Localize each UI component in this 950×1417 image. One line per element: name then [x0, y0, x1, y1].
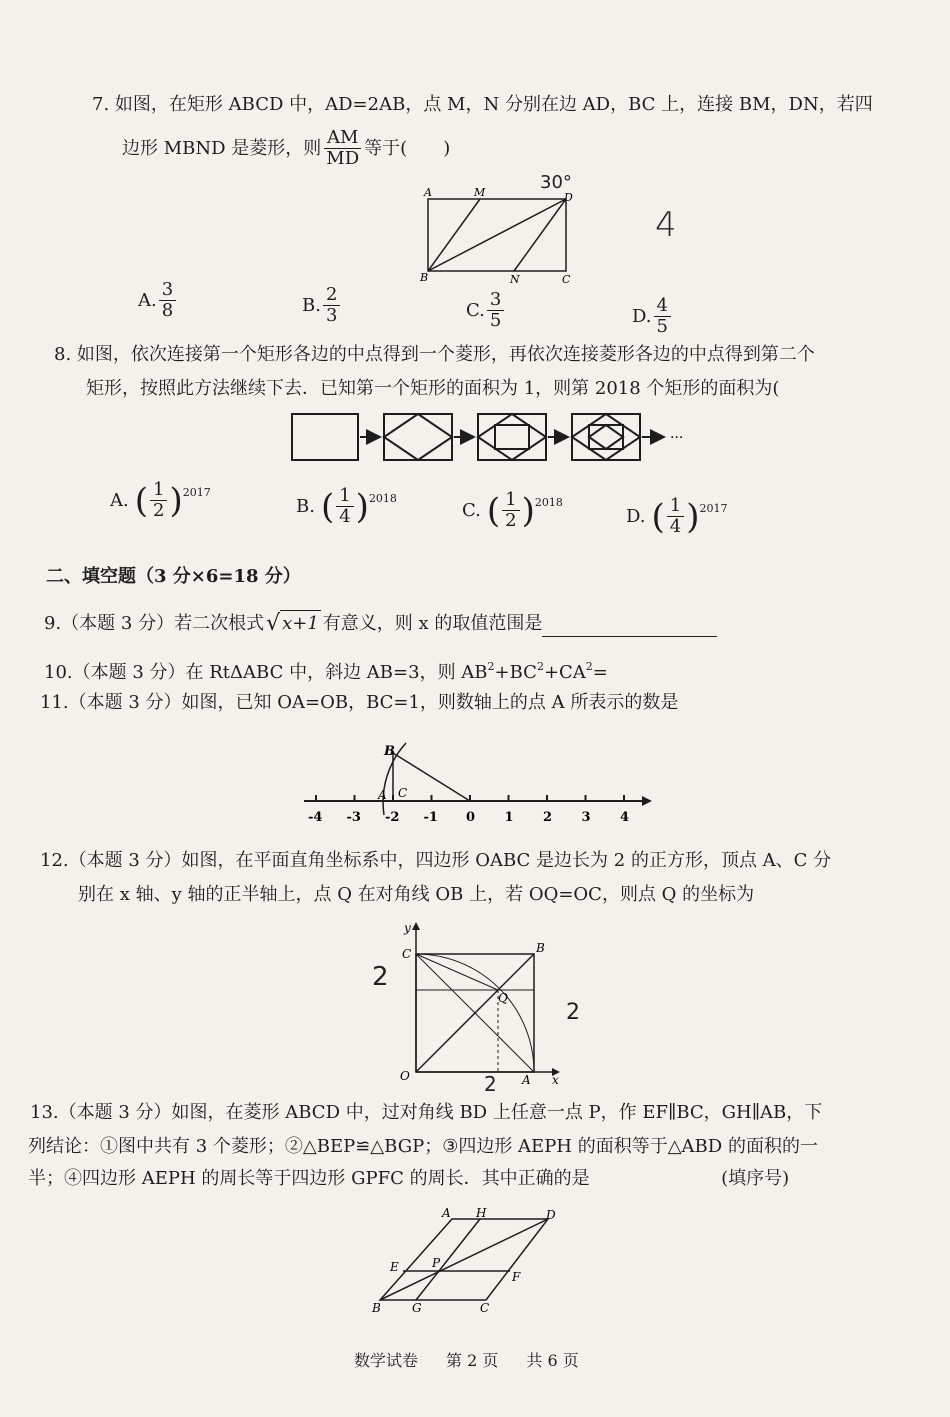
q13-line1: 13.（本题 3 分）如图，在菱形 ABCD 中，过对角线 BD 上任意一点 P，作 EF∥BC，GH∥AB，下	[30, 1102, 823, 1123]
q7-figure	[418, 185, 588, 285]
q11-tick-label: 2	[543, 810, 553, 825]
q9	[44, 610, 717, 637]
q12-label-q: Q	[498, 991, 508, 1005]
q13-label-a: A	[442, 1206, 451, 1220]
q12-label-b: B	[536, 941, 545, 955]
q13-label-b: B	[372, 1301, 381, 1315]
q11-label-c: C	[398, 786, 408, 800]
q8-line1	[54, 342, 815, 368]
q7-handwritten-angle: 30°	[540, 172, 572, 193]
q12-label-o: O	[400, 1069, 410, 1083]
q7-text-3: 等于( )	[364, 137, 451, 159]
q7-option-d: D. $\frac{4}{5}$	[632, 296, 673, 337]
q12-figure	[392, 920, 562, 1090]
q12-label-a: A	[522, 1073, 531, 1087]
q7-handwritten-answer: 4	[655, 205, 677, 245]
q9-answer-blank[interactable]	[542, 618, 717, 637]
q13-figure	[368, 1205, 568, 1320]
footer-subject: 数学试卷	[354, 1351, 419, 1370]
q13-label-d: D	[546, 1208, 556, 1222]
q13-line2: 列结论：①图中共有 3 个菱形；②△BEP≌△BGP；③四边形 AEPH 的面积等于△ABD 的面积的一	[28, 1136, 818, 1157]
q7-label-a: A	[424, 186, 432, 199]
q7-option-c: C. $\frac{3}{5}$	[466, 290, 506, 331]
q7-label-c: C	[562, 273, 571, 285]
q13-label-p: P	[432, 1256, 441, 1270]
footer-total: 共 6 页	[526, 1351, 579, 1370]
q11-tick-label: 3	[581, 810, 591, 825]
q8-line2: 矩形，按照此方法继续下去．已知第一个矩形的面积为 1，则第 2018 个矩形的面积为(	[86, 378, 780, 399]
q11-tick-label: 4	[620, 810, 630, 825]
q12-label-y: y	[404, 921, 411, 935]
q11-number-line	[296, 735, 656, 835]
q8-option-a: A. ( $\frac{1}{2}$ ) 2017	[110, 479, 211, 521]
q8-option-b: B. ( $\frac{1}{4}$ ) 2018	[296, 485, 397, 527]
q12-label-x: x	[552, 1073, 559, 1087]
q7-option-b: B. $\frac{2}{3}$	[302, 285, 342, 326]
q13-line3: 半；④四边形 AEPH 的周长等于四边形 GPFC 的周长．其中正确的是 (填序号)	[28, 1166, 789, 1192]
q7-option-a: A. $\frac{3}{8}$	[138, 280, 178, 321]
q7-label-n: N	[510, 273, 520, 285]
q11-tick-label: -2	[385, 810, 400, 825]
q12-line2: 别在 x 轴、y 轴的正半轴上，点 Q 在对角线 OB 上，若 OQ=OC，则点 Q 的坐标为	[78, 884, 755, 905]
q13-tail: (填序号)	[721, 1168, 790, 1189]
q10: 10.（本题 3 分）在 RtΔABC 中，斜边 AB=3，则 $AB^2+BC^2+CA^2=$	[44, 660, 608, 683]
q13-label-f: F	[512, 1270, 521, 1284]
q11-label-a: A	[378, 788, 387, 802]
q13-label-c: C	[480, 1301, 490, 1315]
q11-tick-label: -4	[308, 810, 323, 825]
q9-text-2: 有意义，则 x 的取值范围是	[322, 613, 543, 634]
q11-label-b: B	[384, 744, 395, 759]
q7-text-1: 如图，在矩形 ABCD 中，AD=2AB，点 M，N 分别在边 AD，BC 上，连接 BM，DN，若四	[114, 94, 873, 115]
q8-option-c: C. ( $\frac{1}{2}$ ) 2018	[462, 489, 563, 531]
q8-ellipsis: ···	[670, 430, 684, 446]
q13-label-g: G	[412, 1301, 422, 1315]
q8-text-1: 如图，依次连接第一个矩形各边的中点得到一个菱形，再依次连接菱形各边的中点得到第二个	[76, 344, 815, 365]
q11-tick-label: -3	[346, 810, 361, 825]
q7-label-d: D	[564, 191, 573, 204]
q7-fraction: $\frac{AM}{MD}$	[323, 128, 362, 169]
q13-label-e: E	[390, 1260, 399, 1274]
q13-label-h: H	[476, 1206, 487, 1220]
q7-number: 7.	[92, 94, 110, 115]
q12-handwritten-2: 2	[566, 1000, 580, 1025]
q11-tick-label: -1	[423, 810, 438, 825]
q12-line1: 12.（本题 3 分）如图，在平面直角坐标系中，四边形 OABC 是边长为 2 的正方形，顶点 A、C 分	[40, 850, 832, 871]
q7-line1	[92, 92, 873, 118]
q8-number: 8.	[54, 344, 72, 365]
q9-radical: √ x+1	[266, 611, 319, 636]
page-footer	[354, 1348, 579, 1371]
q7-line2	[122, 128, 450, 169]
q9-text-1: 9.（本题 3 分）若二次根式	[44, 613, 265, 634]
q7-label-b: B	[420, 271, 429, 284]
q13-answer-blank[interactable]	[595, 1174, 715, 1192]
q11-tick-label: 0	[466, 810, 476, 825]
q7-label-m: M	[474, 186, 486, 199]
q11-tick-label: 1	[504, 810, 514, 825]
q11-text: 11.（本题 3 分）如图，已知 OA=OB，BC=1，则数轴上的点 A 所表示的数是	[40, 692, 679, 713]
q12-handwritten-3: 2	[484, 1072, 497, 1096]
q8-figure	[290, 408, 710, 470]
footer-page: 第 2 页	[446, 1351, 499, 1370]
q12-label-c: C	[402, 947, 412, 961]
q12-handwritten-1: 2	[372, 962, 389, 992]
q8-option-d: D. ( $\frac{1}{4}$ ) 2017	[626, 495, 728, 537]
section2-heading: 二、填空题（3 分×6=18 分）	[46, 566, 301, 587]
q7-text-2: 边形 MBND 是菱形，则	[122, 137, 322, 159]
